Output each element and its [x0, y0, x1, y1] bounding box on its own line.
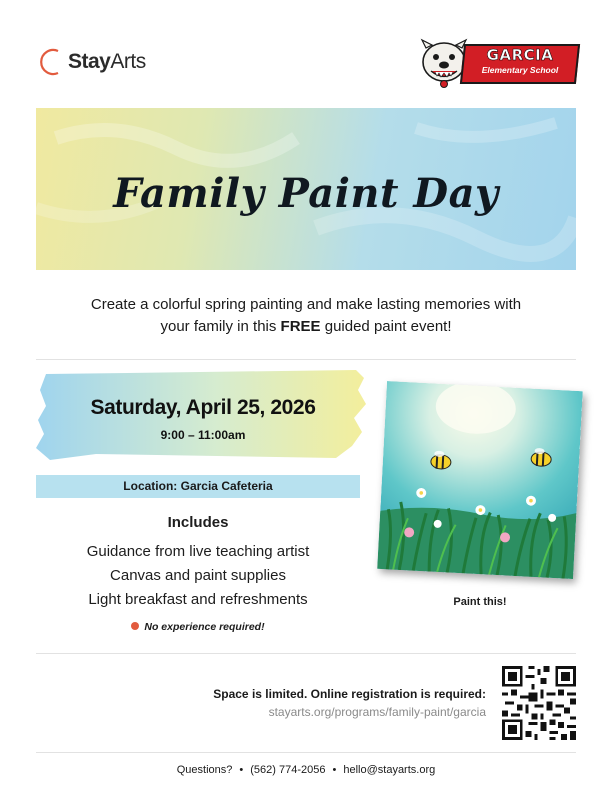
include-item: Light breakfast and refreshments [88, 591, 308, 608]
spring-painting-image [377, 381, 583, 579]
hero-banner [36, 108, 576, 270]
stayarts-wordmark: StayArts [68, 50, 146, 73]
intro-text [36, 294, 576, 338]
garcia-school-logo [418, 38, 578, 88]
event-location: Location: Garcia Cafeteria [36, 475, 360, 498]
registration-notice: Space is limited. Online registration is required: [213, 687, 486, 701]
painting-caption: Paint this! [453, 596, 507, 608]
sample-painting [377, 381, 583, 579]
includes-heading: Includes [167, 514, 229, 531]
free-emphasis: FREE [280, 318, 321, 335]
divider-top [36, 359, 576, 360]
contact-phone[interactable]: (562) 774-2056 [250, 764, 326, 776]
bullet-dot-icon [131, 622, 139, 630]
contact-email[interactable]: hello@stayarts.org [343, 764, 436, 776]
intro-line-1: Create a colorful spring painting and make lasting memories with [90, 296, 522, 313]
stayarts-logo [36, 42, 146, 82]
registration-url[interactable]: stayarts.org/programs/family-paint/garcia [268, 705, 486, 719]
include-item: Canvas and paint supplies [110, 567, 286, 584]
qr-code[interactable] [502, 666, 576, 740]
page-title: Family Paint Day [113, 170, 499, 217]
school-name: GARCIA [486, 46, 554, 64]
school-subtitle: Elementary School [481, 65, 559, 75]
divider-bottom [36, 752, 576, 753]
stayarts-arc-icon [36, 47, 64, 77]
intro-line-2: your family in this FREE guided paint event! [160, 318, 452, 335]
no-experience-note: No experience required! [36, 621, 360, 633]
questions-label: Questions? [176, 764, 233, 776]
divider-middle [36, 653, 576, 654]
event-time: 9:00 – 11:00am [160, 428, 246, 442]
contact-footer: Questions? • (562) 774-2056 • hello@stayarts.org [176, 764, 436, 776]
include-item: Guidance from live teaching artist [86, 543, 310, 560]
event-date: Saturday, April 25, 2026 [90, 396, 316, 419]
